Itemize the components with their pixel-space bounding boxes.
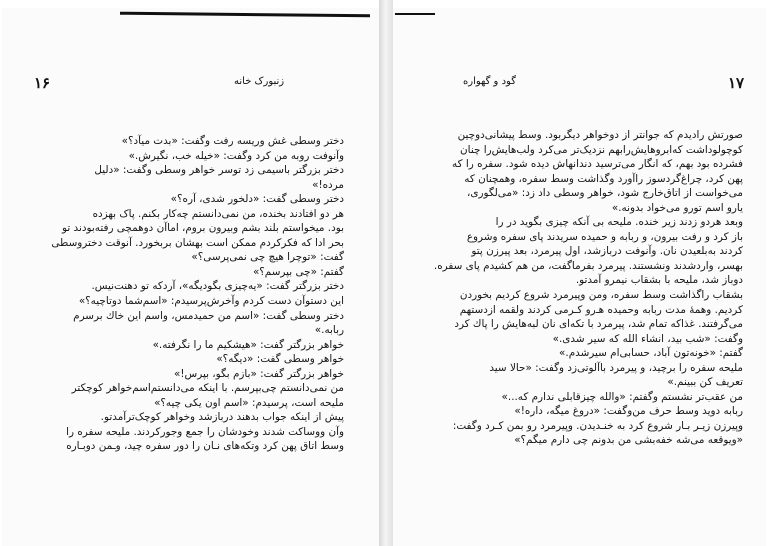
text-line: دوباز شد، ملیحه با بشقاب نیمرو آمدتو. <box>575 274 743 287</box>
text-line: دختر وسطی گفت: «دلخور شدی، آره؟» <box>170 193 344 206</box>
left-page-text <box>44 134 344 546</box>
left-running-title: زنبورک خانه <box>234 76 285 87</box>
text-line: وآن ووساکت شدند وخودشان را جمع وجورکردند. ملیحه سفره را <box>66 425 344 438</box>
text-line: کردند به‌بلعیدن نان. وآنوفت دربازشد، اول پیرمرد، بعد پیرزن پتو <box>471 245 743 258</box>
right-page-header <box>393 74 766 94</box>
left-page <box>2 8 379 546</box>
text-line: کوچولوداشت که‌ابروهایش‌رابهم نزدیک‌تر می‌کرد ولب‌هایش‌را چنان <box>460 143 743 156</box>
text-line: فشرده بود بهم، که انگار می‌ترسید دندانهاش دیده شود. سفره را که <box>452 158 743 171</box>
text-line: گفتم: «چی بپرسم؟» <box>252 265 344 278</box>
text-line: پهن کرد، چراغ‌گردسوز راآورد وگذاشت وسط سفره، وهمچنان که <box>464 172 743 185</box>
text-line: بحر ادا که فکرکردم ممکن است بهشان بربخورد. آنوقت دختروسطی <box>51 236 344 249</box>
text-line: بشقاب راگذاشت وسط سفره، ومن وپیرمرد شروع کردیم بخوردن <box>459 289 743 302</box>
text-line: صورتش رادیدم که جوانتر از دوخواهر دیگربود. وسط پیشانی‌دوچین <box>457 129 743 141</box>
text-line: گفتم: «خونه‌تون آباد، حسابی‌ام سیرشدم.» <box>559 347 743 360</box>
text-line: خواهر بزرگتر گفت: «بازم بگو، بپرس!» <box>174 367 344 380</box>
text-line: پیش از اینکه جواب بدهند دربازشد وخواهر کوچک‌تر‌آمدتو. <box>100 411 344 424</box>
text-line: دختر وسطی گفت: «اسم من حمیدمس، واسم این خاك برسرم <box>73 309 344 322</box>
text-line: این دستوآن دست کردم وآخرش‌پرسیدم: «اسم‌شما دوتاچیه؟» <box>78 295 344 308</box>
text-line: می‌خواست از اتاق‌خارج شود، خواهر وسطی داد زد: «می‌لگوری، <box>467 187 743 200</box>
text-line: گفت: «توچرا هیچ چی نمی‌پرسی؟» <box>191 251 344 264</box>
text-line: ربابه دوید وسط حرف من‌وگفت: «دروغ میگه، داره!» <box>514 405 743 418</box>
text-line: «ویوقعه می‌شه خفه‌بشی من بدونم چی دارم میگم؟» <box>514 434 743 447</box>
right-running-title: گود و گهواره <box>463 76 516 87</box>
text-line: یارو اسم تورو می‌خواد بدونه.» <box>611 201 743 214</box>
text-line: دختر وسطی غش وریسه رفت وگفت: «بدت میآد؟» <box>121 135 344 147</box>
text-line: وبعد هردو زدند زیر خنده. ملیحه بی آنکه چیزی بگوید در را <box>495 216 743 229</box>
text-line: بهسر، واردشدند ونشستند. پیرمرد بفرماگفت، من هم کشیدم پای سفره. <box>433 259 743 272</box>
text-line: بود. میخواستم بلند بشم وبیرون بروم، اماآن دوهمچی رفته‌بودند تو <box>61 222 344 235</box>
text-line: می‌گرفتند. غذاکه تمام شد، پیرمرد با تکه‌ای نان لبه‌هایش را پاك کرد <box>454 318 743 331</box>
text-line: هر دو افتادند بخنده، من نمی‌دانستم چه‌کار بکنم. پاک بهزده <box>92 207 344 220</box>
text-line: دختر بزرگتر گفت: «یه‌چیزی بگودیگه»، آردکه تو دهنت‌نیس. <box>91 280 344 293</box>
text-line: کردیم. وهمهٔ مدت ربابه وحمیده هـ‌رو کـر‌می کردند ولقمه ازدستهم <box>459 303 743 316</box>
text-line: من نمی‌دانستم چی‌بپرسم. با اینکه می‌دانستم‌اسم‌خواهر کوچکتر <box>71 382 344 395</box>
text-line: وآنوفت روبه من کرد وگفت: «خیله خب، نگیرش.» <box>128 149 344 162</box>
right-page-number: ۱۷ <box>728 74 745 92</box>
text-line: ملیحه است، پرسیدم: «اسم اون یکی چیه؟» <box>154 396 344 409</box>
text-line: تعریف کن ببینم.» <box>667 376 743 389</box>
text-line: مرده!» <box>312 178 344 191</box>
text-line: ربابه.» <box>314 324 344 337</box>
text-line: وگفت: «شب بید، انشاء الله که سیر شدی.» <box>552 332 743 345</box>
book-gutter <box>379 0 393 546</box>
text-line: وسط اتاق پهن کرد وتکه‌های نـان را دور سفره چید، وـمن دوبـاره <box>66 440 344 453</box>
text-line: خواهر وسطی گفت: «دیگه؟» <box>216 353 344 366</box>
text-line: ملیحه سفره را برچید، و پیرمرد باآلوتی‌زد وگفت: «حالا سید <box>489 361 743 374</box>
left-page-number: ۱۶ <box>34 74 51 92</box>
right-page-text <box>433 128 743 546</box>
text-line: باز کرد و رفت بیرون، و ربابه و حمیده سریدند پای سفره وشروع <box>466 230 743 243</box>
right-top-rule <box>395 13 435 15</box>
text-line: خواهر بزرگتر گفت: «هیشکیم ما را نگرفته.» <box>152 338 344 351</box>
text-line: من عقب‌تر نشستم وگفتم: «والله چیزقابلی ندارم که...» <box>501 390 743 403</box>
text-line: وپیرزن زیـر بـار شروع کرد به خنـدیدن. وپیرمرد رو بمن کـرد وگفت: <box>452 419 743 432</box>
left-page-header <box>2 74 379 94</box>
text-line: دختر بزرگتر باسیمی زد توسر خواهر وسطی وگفت: «دلیل <box>94 164 344 177</box>
right-page <box>393 8 766 546</box>
